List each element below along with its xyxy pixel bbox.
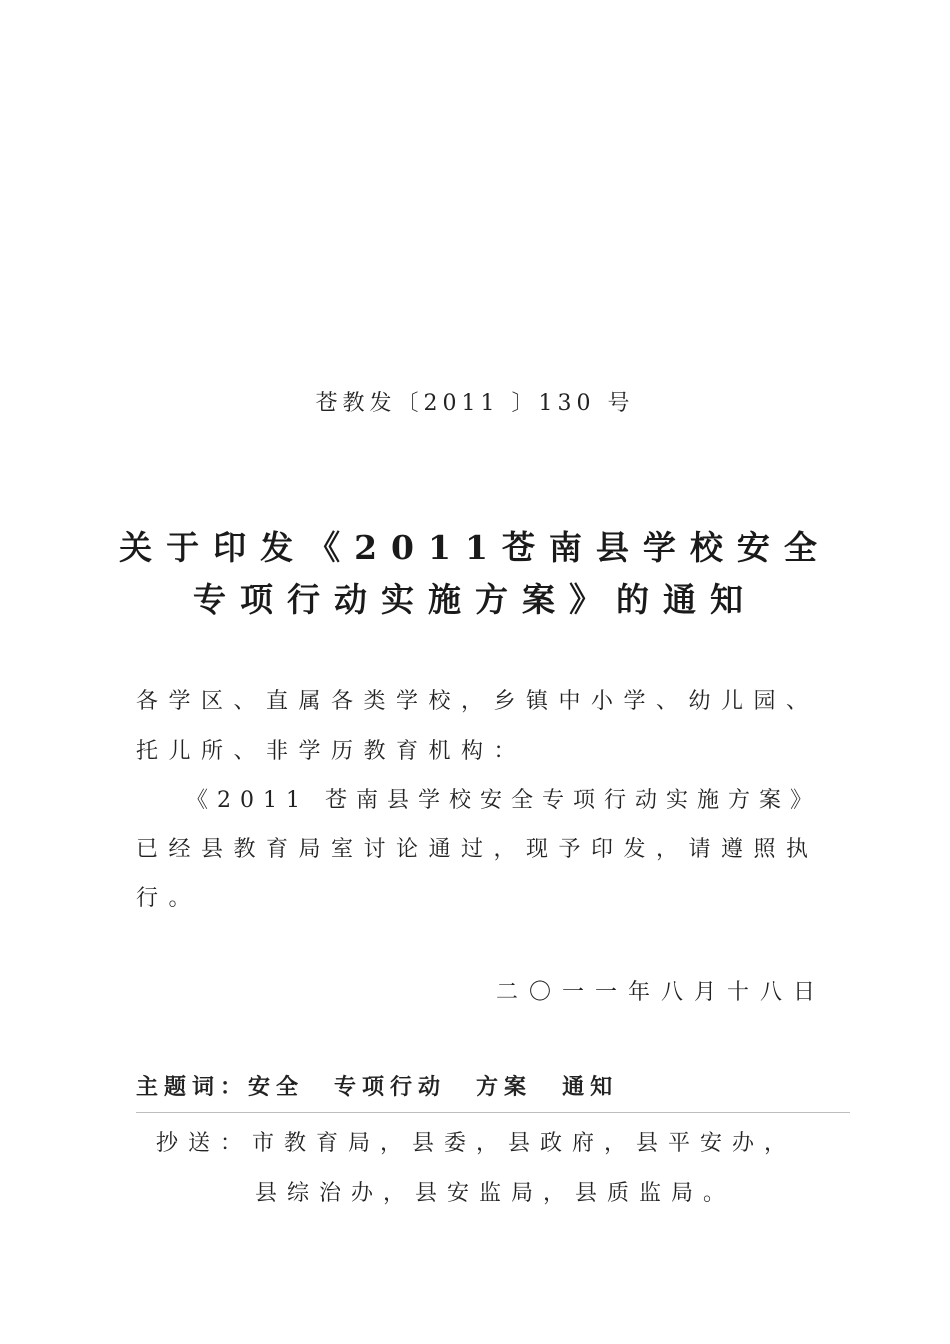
keywords-label: 主题词： (136, 1074, 249, 1100)
addressee-line-2: 托儿所、非学历教育机构： (136, 739, 527, 764)
title-line-2: 专项行动实施方案》的通知 (193, 580, 757, 619)
keyword-item: 方案 (476, 1074, 533, 1100)
body-line-3: 行。 (136, 886, 202, 911)
addressee-line-1: 各学区、直属各类学校，乡镇中小学、幼儿园、 (136, 689, 819, 714)
cc-line-1: 抄送：市教育局，县委，县政府，县平安办， (156, 1131, 797, 1156)
title-line-1: 关于印发《2011苍南县学校安全 (119, 528, 831, 567)
keyword-item: 通知 (562, 1074, 619, 1100)
body-line-2: 已经县教育局室讨论通过，现予印发，请遵照执 (136, 837, 819, 862)
document-number: 苍教发〔2011 〕130 号 (315, 391, 635, 416)
keyword-item: 专项行动 (334, 1074, 447, 1100)
keywords-line (136, 1070, 648, 1101)
cc-line-2: 县综治办，县安监局，县质监局。 (255, 1181, 736, 1206)
body-line-1: 《2011 苍南县学校安全专项行动实施方案》 (186, 788, 821, 813)
issue-date: 二〇一一年八月十八日 (495, 980, 826, 1005)
divider-line (136, 1112, 850, 1113)
keyword-item: 安全 (248, 1074, 305, 1100)
